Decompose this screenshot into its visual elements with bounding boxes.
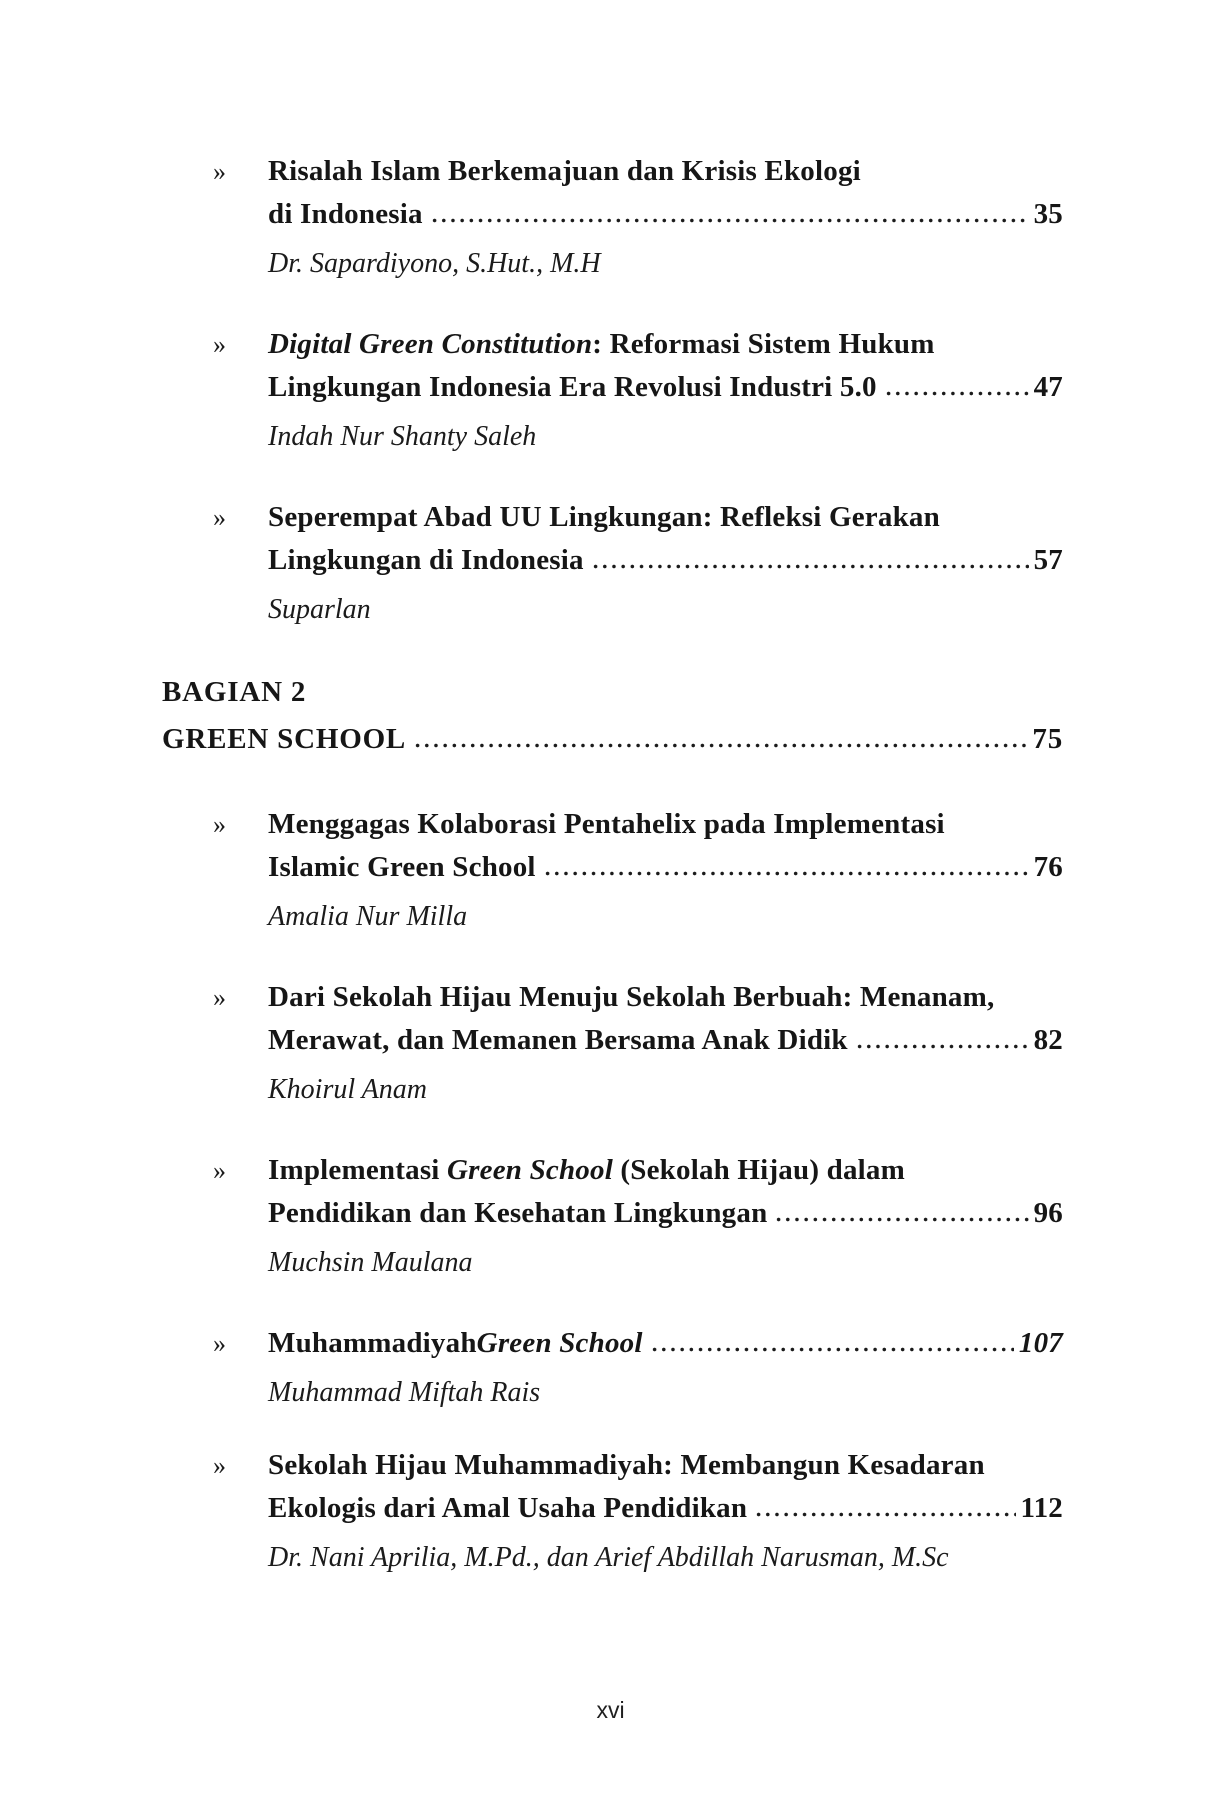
- entry-title-text: Sekolah Hijau Muhammadiyah: Membangun Kesadaran: [268, 1449, 985, 1481]
- page-footer-number: xvi: [596, 1697, 625, 1723]
- toc-entry: [162, 976, 1063, 1111]
- entry-author: Suparlan: [268, 594, 371, 625]
- entry-marker: »: [213, 157, 226, 186]
- entry-title-text: : Reformasi Sistem Hukum: [592, 328, 935, 360]
- entry-author: Muhammad Miftah Rais: [268, 1377, 541, 1408]
- entry-title-text: Menggagas Kolaborasi Pentahelix pada Implementasi: [268, 808, 945, 840]
- entry-title-line: [268, 323, 1063, 366]
- toc-entry: [162, 1322, 1063, 1414]
- entry-author: Dr. Nani Aprilia, M.Pd., dan Arief Abdillah Narusman, M.Sc: [268, 1542, 949, 1573]
- entry-title-text: Islamic Green School: [268, 851, 536, 883]
- entry-author: Amalia Nur Milla: [268, 901, 468, 932]
- section-kicker: BAGIAN 2: [162, 676, 307, 708]
- entry-title-text: Ekologis dari Amal Usaha Pendidikan: [268, 1492, 748, 1524]
- entry-title-text: Risalah Islam Berkemajuan dan Krisis Ekologi: [268, 155, 861, 187]
- entry-title-text-italic: Green School: [447, 1154, 613, 1186]
- entry-title-text: Dari Sekolah Hijau Menuju Sekolah Berbuah: Menanam,: [268, 981, 995, 1013]
- entry-title-text-italic: Digital Green Constitution: [268, 328, 593, 360]
- entry-title-text: di Indonesia: [268, 198, 423, 230]
- entry-author: Indah Nur Shanty Saleh: [268, 421, 537, 452]
- entry-author: Khoirul Anam: [268, 1074, 427, 1105]
- entry-title-line: [268, 976, 1063, 1019]
- entry-title-line: [268, 1019, 1063, 1062]
- toc-entry: [162, 496, 1063, 631]
- dot-leader: [774, 1217, 1028, 1222]
- entry-marker: »: [213, 1156, 226, 1185]
- entry-page-number: 82: [1033, 1024, 1063, 1056]
- entry-title-text: Pendidikan dan Kesehatan Lingkungan: [268, 1197, 768, 1229]
- toc-entry: [162, 1444, 1063, 1579]
- toc-entry: [162, 1149, 1063, 1284]
- dot-leader: [591, 564, 1029, 569]
- entry-page-number: 47: [1033, 371, 1063, 403]
- dot-leader: [413, 743, 1027, 748]
- entry-title-text: Lingkungan di Indonesia: [268, 544, 584, 576]
- entry-title-text: Lingkungan Indonesia Era Revolusi Industri 5.0: [268, 371, 877, 403]
- entry-title-line: [268, 1487, 1063, 1530]
- entry-page-number: 107: [1018, 1327, 1063, 1359]
- entry-marker: »: [213, 1329, 226, 1358]
- entry-title-text: Implementasi: [268, 1154, 448, 1186]
- entry-marker: »: [213, 1451, 226, 1480]
- entry-title-line: [268, 1149, 1063, 1192]
- entry-page-number: 96: [1033, 1197, 1063, 1229]
- entry-title-line: [268, 1444, 1063, 1487]
- entry-author: Dr. Sapardiyono, S.Hut., M.H: [268, 248, 601, 279]
- entry-title-text: Muhammadiyah: [268, 1327, 477, 1359]
- toc-entry: [162, 803, 1063, 938]
- section-page-number: 75: [1032, 723, 1063, 755]
- entry-title-line: [268, 1192, 1063, 1235]
- section-title-row: [162, 716, 1063, 763]
- entry-marker: »: [213, 503, 226, 532]
- entry-title-line: [268, 803, 1063, 846]
- dot-leader: [650, 1347, 1014, 1352]
- entry-title-line: [268, 496, 1063, 539]
- entry-marker: »: [213, 810, 226, 839]
- entry-page-number: 112: [1020, 1492, 1063, 1524]
- entry-title-line: [268, 539, 1063, 582]
- dot-leader: [543, 871, 1029, 876]
- entry-marker: »: [213, 983, 226, 1012]
- toc-entry: [162, 150, 1063, 285]
- entry-title-text: Seperempat Abad UU Lingkungan: Refleksi Gerakan: [268, 501, 940, 533]
- entry-page-number: 35: [1033, 198, 1063, 230]
- entry-title-line: [268, 193, 1063, 236]
- dot-leader: [430, 218, 1029, 223]
- entry-title-line: [268, 846, 1063, 889]
- entry-marker: »: [213, 330, 226, 359]
- entry-page-number: 76: [1033, 851, 1063, 883]
- entry-title-line: [268, 366, 1063, 409]
- entry-title-text: Merawat, dan Memanen Bersama Anak Didik: [268, 1024, 848, 1056]
- entry-title-line: [268, 150, 1063, 193]
- entry-author: Muchsin Maulana: [268, 1247, 473, 1278]
- section-title: GREEN SCHOOL: [162, 723, 407, 755]
- dot-leader: [884, 391, 1029, 396]
- entry-title-text: (Sekolah Hijau) dalam: [612, 1154, 905, 1186]
- entry-title-text-italic: Green School: [476, 1327, 643, 1359]
- entry-title-line: [268, 1322, 1063, 1365]
- dot-leader: [855, 1044, 1029, 1049]
- entry-page-number: 57: [1033, 544, 1063, 576]
- dot-leader: [754, 1512, 1015, 1517]
- toc-section-heading: [162, 669, 1063, 763]
- toc-page-content: [162, 150, 1063, 1617]
- toc-entry: [162, 323, 1063, 458]
